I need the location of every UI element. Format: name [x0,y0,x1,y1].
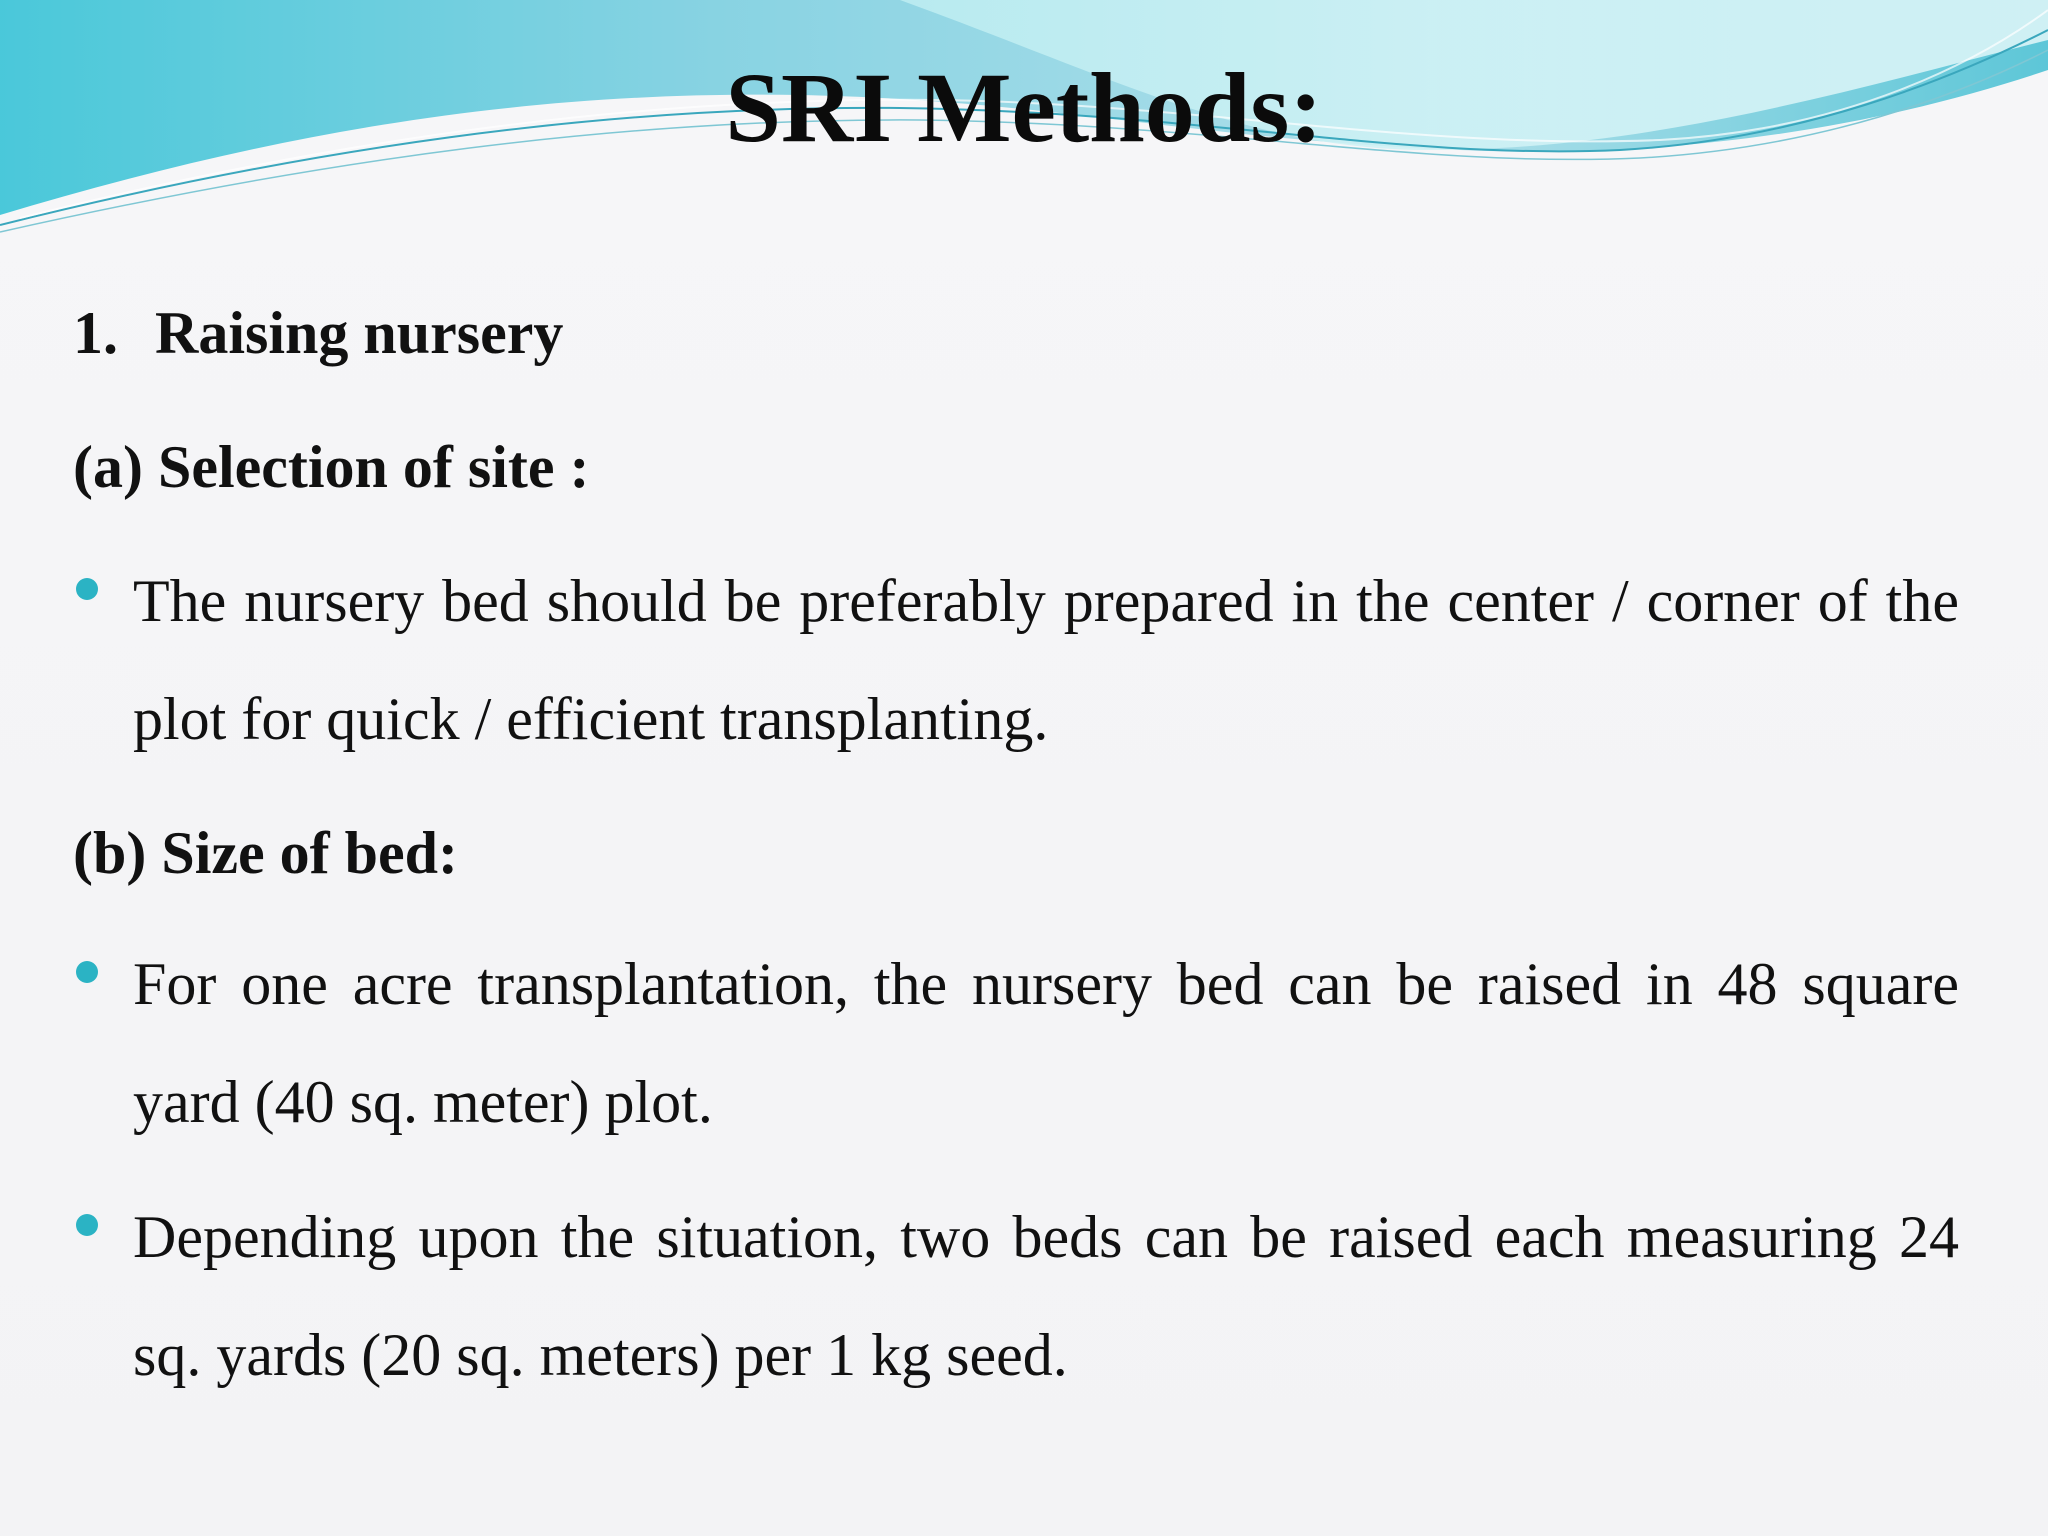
bullet-text-two-beds: Depending upon the situation, two beds can be raised each measuring 24 sq. yards (20 sq. meters) per 1 kg seed. [133,1204,1959,1388]
bullet-item-site [73,542,1959,778]
bullet-text-one-acre: For one acre transplantation, the nursery bed can be raised in 48 square yard (40 sq. meter) plot. [133,951,1959,1135]
bullet-item-two-beds [73,1178,1959,1414]
slide-title [0,52,2048,164]
section-label: Raising nursery [155,300,564,366]
bullet-item-one-acre [73,925,1959,1161]
slide-title-colon: : [1289,52,1323,163]
section-heading [73,298,563,368]
bullet-text-site: The nursery bed should be preferably prepared in the center / corner of the plot for quick / efficient transplanting. [133,568,1959,752]
bullet-dot-icon [76,578,98,600]
slide-title-text: SRI Methods [725,52,1290,163]
section-number: 1. [73,300,118,366]
bullet-dot-icon [76,961,98,983]
subheading-size-of-bed: (b) Size of bed: [73,820,458,886]
bullet-dot-icon [76,1214,98,1236]
subheading-selection-of-site: (a) Selection of site : [73,434,590,500]
